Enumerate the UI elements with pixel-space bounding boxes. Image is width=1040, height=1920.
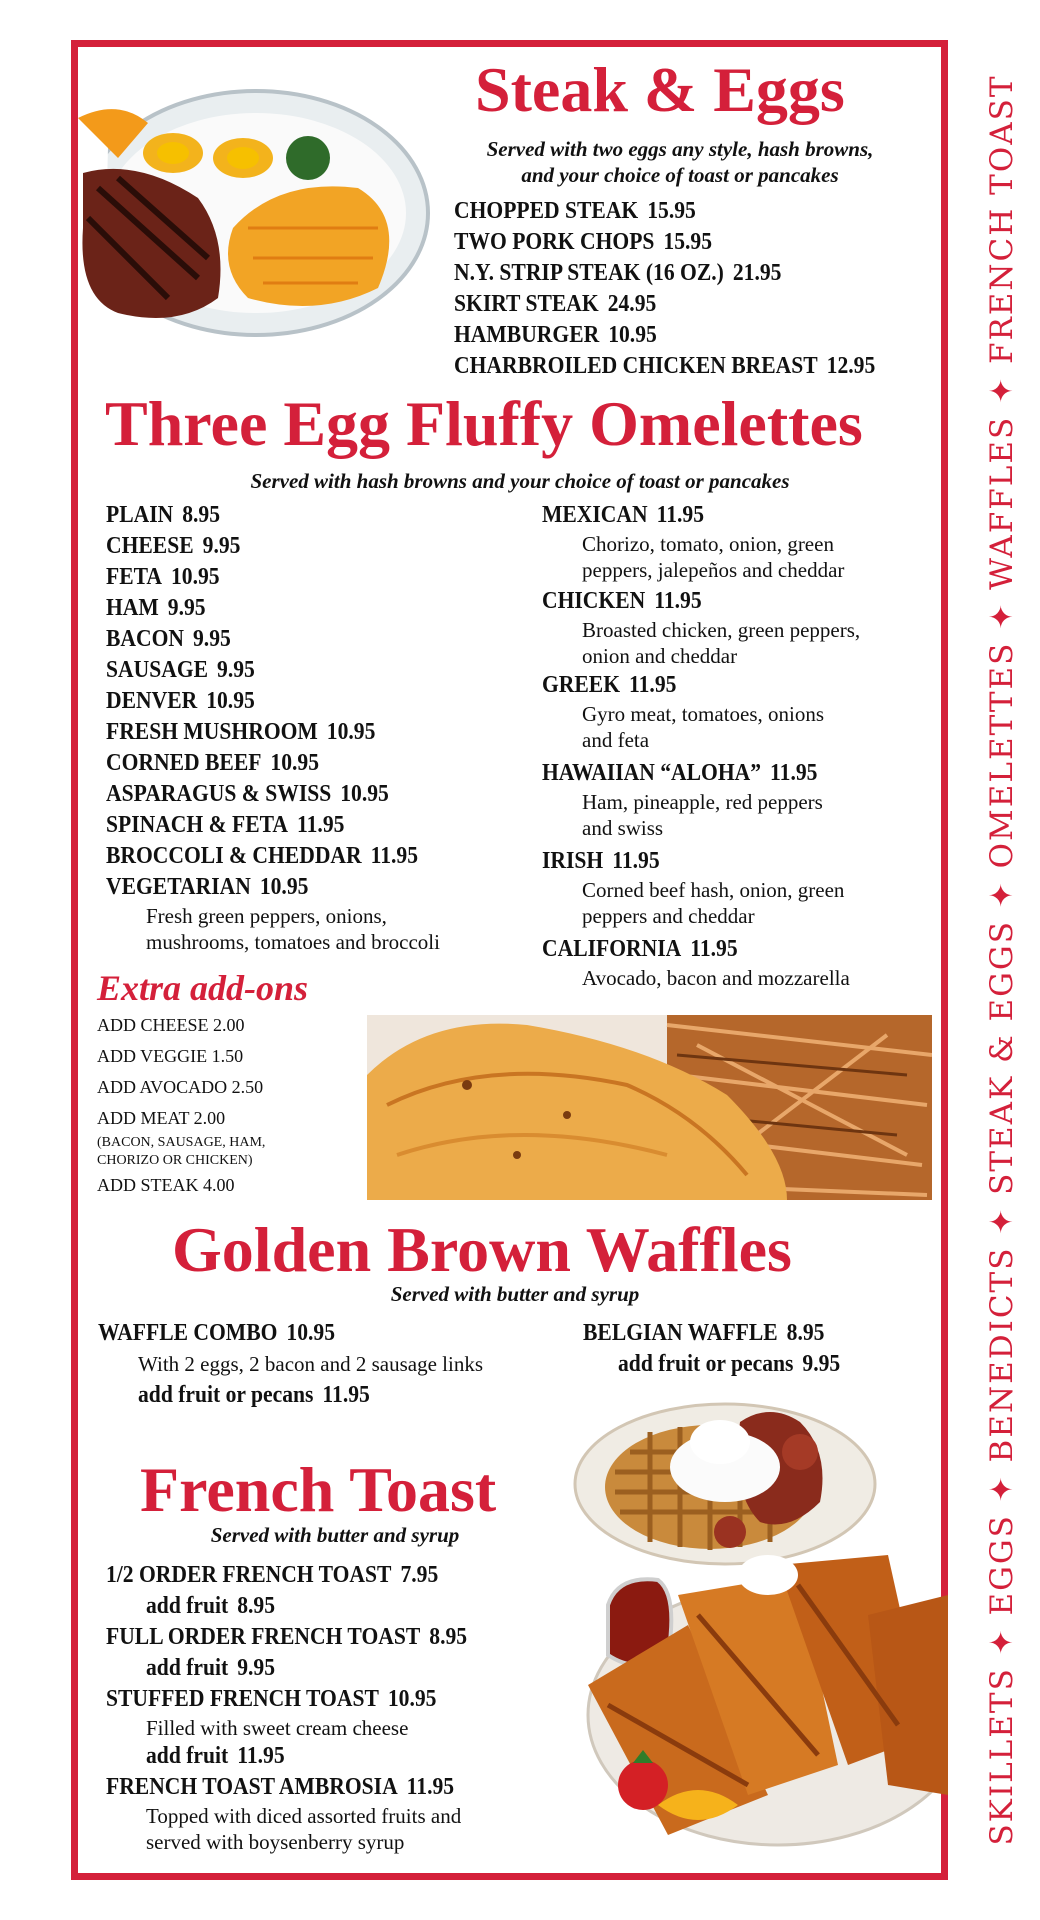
item-description xyxy=(146,903,453,955)
menu-item: VEGETARIAN 10.95 xyxy=(106,874,309,900)
omelettes-right-list xyxy=(542,500,860,991)
addons-title: Extra add-ons xyxy=(97,968,309,1008)
menu-item: N.Y. STRIP STEAK (16 OZ.) 21.95 xyxy=(454,260,782,286)
addon-item: ADD MEAT 2.00 xyxy=(97,1108,226,1128)
menu-item xyxy=(542,758,860,846)
omelettes-left-list xyxy=(106,500,453,955)
menu-item: FETA 10.95 xyxy=(106,564,220,590)
description-line: mushrooms, tomatoes and broccoli xyxy=(146,930,440,954)
addon-item: ADD CHEESE 2.00 xyxy=(97,1015,245,1035)
waffles-subtitle: Served with butter and syrup xyxy=(390,1282,640,1306)
menu-item: FRESH MUSHROOM 10.95 xyxy=(106,719,376,745)
item-addon: add fruit or pecans 11.95 xyxy=(138,1382,370,1408)
item-name: IRISH 11.95 xyxy=(542,848,660,874)
menu-item: TWO PORK CHOPS 15.95 xyxy=(454,229,713,255)
item-addon: add fruit 11.95 xyxy=(146,1743,285,1769)
menu-item xyxy=(542,500,860,586)
item-description: Ham, pineapple, red peppers and swiss xyxy=(582,790,823,840)
waffle-combo xyxy=(98,1318,483,1411)
french-toast-photo xyxy=(548,1535,948,1855)
menu-item: PLAIN 8.95 xyxy=(106,502,221,528)
item-description: With 2 eggs, 2 bacon and 2 sausage links xyxy=(138,1352,484,1376)
item-description: Broasted chicken, green peppers, onion and cheddar xyxy=(582,618,861,668)
item-description: Gyro meat, tomatoes, onions and feta xyxy=(582,702,825,752)
item-description: Corned beef hash, onion, green peppers and cheddar xyxy=(582,878,845,928)
menu-item xyxy=(542,670,860,758)
item-name: MEXICAN 11.95 xyxy=(542,502,705,528)
menu-item: SPINACH & FETA 11.95 xyxy=(106,812,345,838)
item-name: BELGIAN WAFFLE 8.95 xyxy=(583,1320,825,1346)
item-name: STUFFED FRENCH TOAST 10.95 xyxy=(106,1686,437,1712)
item-name: GREEK 11.95 xyxy=(542,672,677,698)
menu-item: HAMBURGER 10.95 xyxy=(454,322,657,348)
menu-item xyxy=(542,934,860,991)
item-description: Filled with sweet cream cheese xyxy=(146,1716,409,1740)
item-name: CHICKEN 11.95 xyxy=(542,588,702,614)
menu-item: SAUSAGE 9.95 xyxy=(106,657,255,683)
side-banner: SKILLETS ✦ EGGS ✦ BENEDICTS ✦ STEAK & EGGS ✦ OMELETTES ✦ WAFFLES ✦ FRENCH TOAST xyxy=(984,74,1020,1846)
item-description: Avocado, bacon and mozzarella xyxy=(582,966,850,990)
item-description: Chorizo, tomato, onion, green peppers, jalepeños and cheddar xyxy=(582,532,845,582)
addons-list xyxy=(97,1010,357,1201)
item-name: WAFFLE COMBO 10.95 xyxy=(98,1320,336,1346)
addon-note: (BACON, SAUSAGE, HAM, CHORIZO OR CHICKEN) xyxy=(97,1135,266,1168)
steak-eggs-list xyxy=(454,196,922,382)
addon-item: ADD STEAK 4.00 xyxy=(97,1175,235,1195)
item-addon: add fruit 9.95 xyxy=(146,1655,276,1681)
french-toast-title: French Toast xyxy=(140,1454,497,1525)
steak-eggs-title: Steak & Eggs xyxy=(475,54,845,125)
menu-item: SKIRT STEAK 24.95 xyxy=(454,291,657,317)
menu-item: BACON 9.95 xyxy=(106,626,231,652)
french-toast-subtitle: Served with butter and syrup xyxy=(210,1523,460,1547)
menu-item xyxy=(542,586,860,670)
waffles-title: Golden Brown Waffles xyxy=(172,1214,792,1285)
item-name: HAWAIIAN “ALOHA” 11.95 xyxy=(542,760,818,786)
menu-item: BROCCOLI & CHEDDAR 11.95 xyxy=(106,843,419,869)
item-description: Topped with diced assorted fruits and served with boysenberry syrup xyxy=(146,1804,462,1854)
description-line: Fresh green peppers, onions, xyxy=(146,904,387,928)
item-name: FULL ORDER FRENCH TOAST 8.95 xyxy=(106,1624,468,1650)
omelette-photo xyxy=(367,1015,932,1200)
item-addon: add fruit 8.95 xyxy=(146,1593,276,1619)
menu-item: HAM 9.95 xyxy=(106,595,206,621)
omelettes-subtitle: Served with hash browns and your choice of toast or pancakes xyxy=(250,469,790,493)
omelettes-title: Three Egg Fluffy Omelettes xyxy=(105,388,863,459)
subtitle-line: and your choice of toast or pancakes xyxy=(521,163,839,187)
item-addon: add fruit or pecans 9.95 xyxy=(618,1351,841,1377)
belgian-waffle xyxy=(583,1318,865,1380)
steak-eggs-subtitle xyxy=(430,136,930,188)
menu-item: CHEESE 9.95 xyxy=(106,533,241,559)
menu-item: CHOPPED STEAK 15.95 xyxy=(454,198,696,224)
item-name: 1/2 ORDER FRENCH TOAST 7.95 xyxy=(106,1562,439,1588)
steak-eggs-photo xyxy=(78,78,433,348)
menu-item: ASPARAGUS & SWISS 10.95 xyxy=(106,781,389,807)
addon-item: ADD VEGGIE 1.50 xyxy=(97,1046,244,1066)
menu-item: DENVER 10.95 xyxy=(106,688,255,714)
menu-item: CORNED BEEF 10.95 xyxy=(106,750,320,776)
subtitle-line: Served with two eggs any style, hash browns, xyxy=(486,137,874,161)
item-name: FRENCH TOAST AMBROSIA 11.95 xyxy=(106,1774,455,1800)
french-toast-list xyxy=(106,1560,507,1855)
item-name: CALIFORNIA 11.95 xyxy=(542,936,738,962)
menu-item: CHARBROILED CHICKEN BREAST 12.95 xyxy=(454,353,876,379)
menu-item xyxy=(542,846,860,934)
addon-item: ADD AVOCADO 2.50 xyxy=(97,1077,264,1097)
